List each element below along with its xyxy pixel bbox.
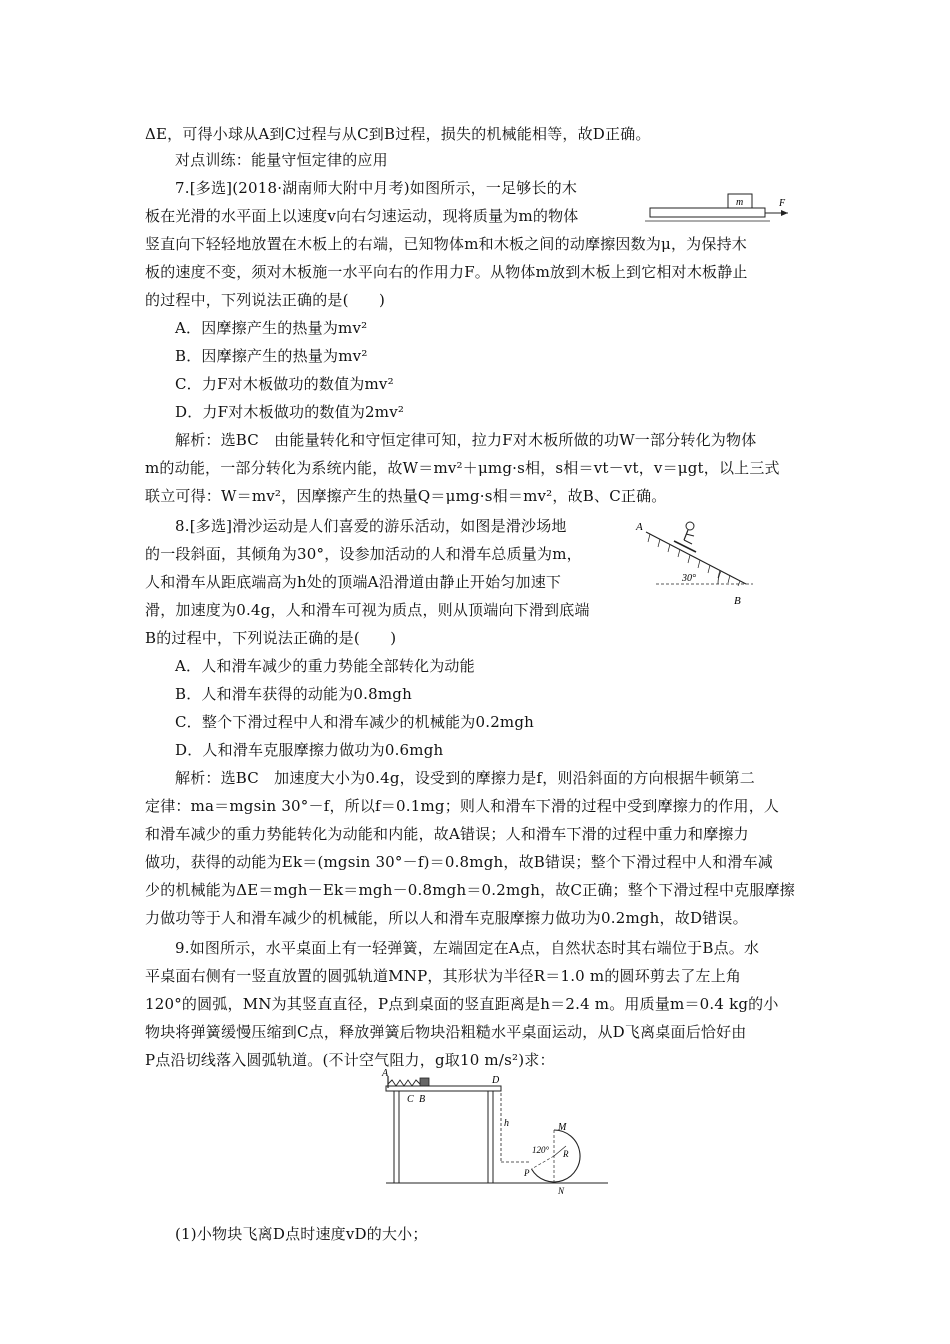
question-7-option-a: A．因摩擦产生的热量为mv²	[175, 319, 368, 337]
point-m-label: M	[558, 1122, 567, 1133]
answer-8-text: 定律：ma＝mgsin 30°－f，所以f＝0.1mg；则人和滑车下滑的过程中受到摩擦力的作用，人	[145, 797, 780, 815]
answer-8-text: 力做功等于人和滑车减少的机械能，所以人和滑车克服摩擦力做功为0.2mgh，故D错误。	[145, 909, 748, 927]
board-block-figure	[645, 186, 795, 226]
answer-8-text: 和滑车减少的重力势能转化为动能和内能，故A错误；人和滑车下滑的过程中重力和摩擦力	[145, 825, 749, 843]
answer-7-text: 解析：选BC 由能量转化和守恒定律可知，拉力F对木板所做的功W一部分转化为物体	[175, 431, 757, 449]
spring-track-figure	[378, 1068, 618, 1218]
question-8-text: 的一段斜面，其倾角为30°，设参加活动的人和滑车总质量为m，	[145, 545, 582, 563]
question-9-text: 平桌面右侧有一竖直放置的圆弧轨道MNP，其形状为半径R＝1.0 m的圆环剪去了左上角	[145, 967, 742, 985]
question-7-text: 的过程中，下列说法正确的是( )	[145, 291, 386, 309]
point-d-label: D	[492, 1075, 500, 1086]
text-line: ΔE，可得小球从A到C过程与从C到B过程，损失的机械能相等，故D正确。	[145, 125, 651, 143]
answer-8-text: 解析：选BC 加速度大小为0.4g，设受到的摩擦力是f，则沿斜面的方向根据牛顿第二	[175, 769, 755, 787]
question-8-option-c: C．整个下滑过程中人和滑车减少的机械能为0.2mgh	[175, 713, 535, 731]
question-7-option-d: D．力F对木板做功的数值为2mv²	[175, 403, 405, 421]
question-9-text: 物块将弹簧缓慢压缩到C点，释放弹簧后物块沿粗糙水平桌面运动，从D飞离桌面后恰好由	[145, 1023, 747, 1041]
answer-7-text: m的动能，一部分转化为系统内能，故W＝mv²＋μmg·s相，s相＝vt－vt，v＝μgt，以上三式	[145, 459, 780, 477]
point-p-label: P	[524, 1168, 530, 1178]
radius-label: R	[563, 1149, 569, 1159]
question-7-text: 板的速度不变，须对木板施一水平向右的作用力F。从物体m放到木板上到它相对木板静止	[145, 263, 748, 281]
arc-angle-label: 120°	[532, 1145, 550, 1155]
slope-angle-label: 30°	[682, 573, 696, 584]
slope-top-label: A	[636, 521, 643, 533]
question-8-option-d: D．人和滑车克服摩擦力做功为0.6mgh	[175, 741, 444, 759]
point-n-label: N	[558, 1186, 565, 1196]
question-8-text: B的过程中，下列说法正确的是( )	[145, 629, 397, 647]
question-8-option-b: B．人和滑车获得的动能为0.8mgh	[175, 685, 412, 703]
block-label: m	[736, 197, 744, 208]
section-heading: 对点训练：能量守恒定律的应用	[175, 151, 388, 169]
point-b-label: B	[419, 1094, 426, 1105]
point-c-label: C	[407, 1094, 414, 1105]
question-8-text: 8.[多选]滑沙运动是人们喜爱的游乐活动，如图是滑沙场地	[175, 517, 567, 535]
question-8-text: 滑，加速度为0.4g，人和滑车可视为质点，则从顶端向下滑到底端	[145, 601, 590, 619]
question-7-text: 7.[多选](2018·湖南师大附中月考)如图所示，一足够长的木	[175, 179, 578, 197]
point-a-label: A	[382, 1068, 389, 1079]
question-9-subquestion-1: (1)小物块飞离D点时速度vD的大小；	[175, 1225, 428, 1243]
height-label: h	[504, 1118, 509, 1129]
question-9-text: P点沿切线落入圆弧轨道。(不计空气阻力，g取10 m/s²)求：	[145, 1051, 555, 1069]
question-9-text: 9.如图所示，水平桌面上有一轻弹簧，左端固定在A点，自然状态时其右端位于B点。水	[175, 939, 760, 957]
question-7-text: 板在光滑的水平面上以速度v向右匀速运动，现将质量为m的物体	[145, 207, 579, 225]
answer-7-text: 联立可得：W＝mv²，因摩擦产生的热量Q＝μmg·s相＝mv²，故B、C正确。	[145, 487, 667, 505]
slope-bottom-label: B	[734, 595, 741, 607]
question-9-text: 120°的圆弧，MN为其竖直直径，P点到桌面的竖直距离是h＝2.4 m。用质量m＝0.4 kg的小	[145, 995, 779, 1013]
force-label: F	[779, 198, 786, 209]
question-7-option-c: C．力F对木板做功的数值为mv²	[175, 375, 394, 393]
answer-8-text: 少的机械能为ΔE＝mgh－Ek＝mgh－0.8mgh＝0.2mgh，故C正确；整个下滑过程中克服摩擦	[145, 881, 795, 899]
question-8-text: 人和滑车从距底端高为h处的顶端A沿滑道由静止开始匀加速下	[145, 573, 562, 591]
question-7-option-b: B．因摩擦产生的热量为mv²	[175, 347, 368, 365]
sand-slope-figure	[628, 514, 778, 609]
question-7-text: 竖直向下轻轻地放置在木板上的右端，已知物体m和木板之间的动摩擦因数为μ，为保持木	[145, 235, 747, 253]
answer-8-text: 做功，获得的动能为Ek＝(mgsin 30°－f)＝0.8mgh，故B错误；整个下滑过程中人和滑车减	[145, 853, 773, 871]
question-8-option-a: A．人和滑车减少的重力势能全部转化为动能	[175, 657, 475, 675]
